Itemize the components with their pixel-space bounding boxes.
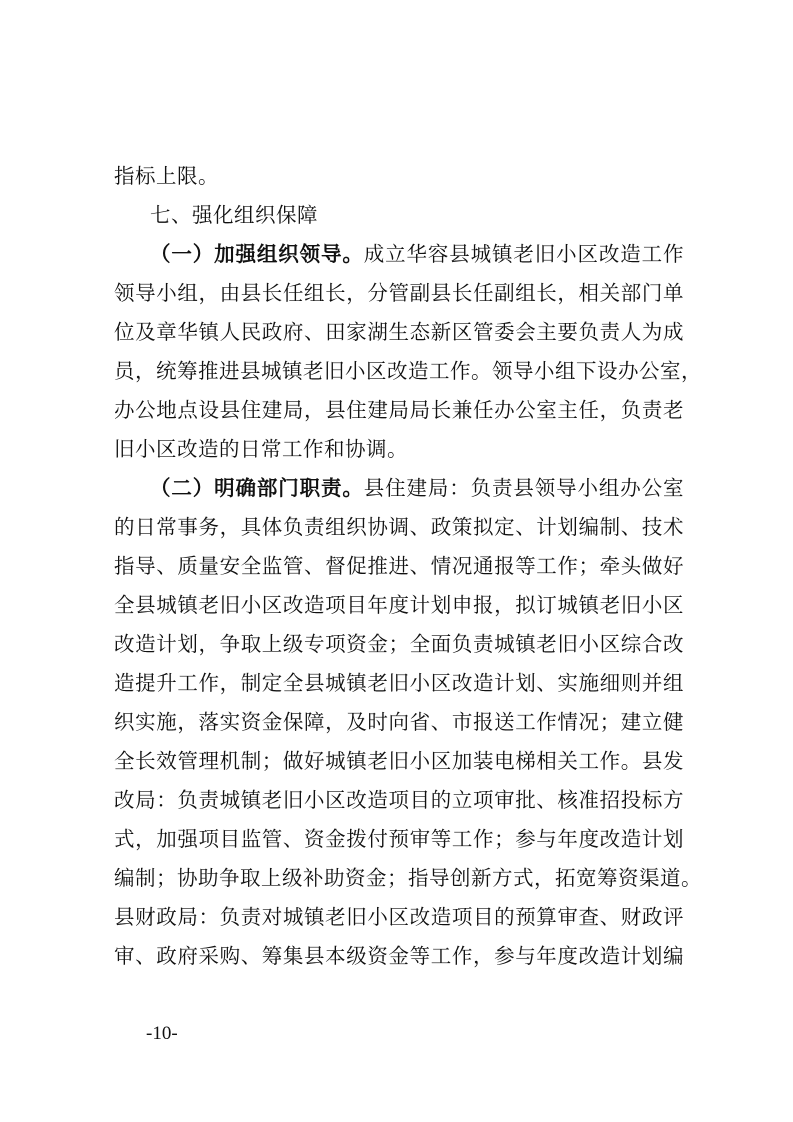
paragraph-line: 式，加强项目监管、资金拨付预审等工作；参与年度改造计划 (114, 827, 684, 851)
paragraph-line: 的日常事务，具体负责组织协调、政策拟定、计划编制、技术 (114, 515, 684, 539)
page-number: -10- (146, 1023, 178, 1044)
paragraph-line: 指导、质量安全监管、督促推进、情况通报等工作；牵头做好 (114, 554, 684, 578)
paragraph-line (150, 470, 684, 506)
paragraph-line: 编制；协助争取上级补助资金；指导创新方式，拓宽筹资渠道。 (114, 866, 702, 890)
paragraph-line: 改局：负责城镇老旧小区改造项目的立项审批、核准招投标方 (114, 788, 684, 812)
paragraph-line: 织实施，落实资金保障，及时向省、市报送工作情况；建立健 (114, 710, 684, 734)
paragraph-line: 造提升工作，制定全县城镇老旧小区改造计划、实施细则并组 (114, 671, 684, 695)
paragraph-line: 审、政府采购、筹集县本级资金等工作，参与年度改造计划编 (114, 944, 684, 968)
paragraph-text: 县住建局：负责县领导小组办公室 (363, 476, 684, 500)
paragraph-line: 旧小区改造的日常工作和协调。 (114, 437, 408, 461)
paragraph-line: 位及章华镇人民政府、田家湖生态新区管委会主要负责人为成 (114, 320, 684, 344)
paragraph-line: 全县城镇老旧小区改造项目年度计划申报，拟订城镇老旧小区 (114, 593, 684, 617)
paragraph-line: 领导小组，由县长任组长，分管副县长任副组长，相关部门单 (114, 281, 684, 305)
paragraph-line: 全长效管理机制；做好城镇老旧小区加装电梯相关工作。县发 (114, 749, 684, 773)
paragraph-line: 改造计划，争取上级专项资金；全面负责城镇老旧小区综合改 (114, 632, 684, 656)
paragraph-text: 成立华容县城镇老旧小区改造工作 (363, 242, 684, 266)
paragraph-line: 员，统筹推进县城镇老旧小区改造工作。领导小组下设办公室， (114, 359, 702, 383)
paragraph-line (150, 236, 684, 272)
section-heading: 七、强化组织保障 (150, 203, 318, 227)
subsection-heading: （二）明确部门职责。 (150, 476, 364, 500)
paragraph-line: 县财政局：负责对城镇老旧小区改造项目的预算审查、财政评 (114, 905, 684, 929)
paragraph-line: 办公地点设县住建局，县住建局局长兼任办公室主任，负责老 (114, 398, 684, 422)
text-line: 指标上限。 (114, 164, 219, 188)
subsection-heading: （一）加强组织领导。 (150, 242, 364, 266)
